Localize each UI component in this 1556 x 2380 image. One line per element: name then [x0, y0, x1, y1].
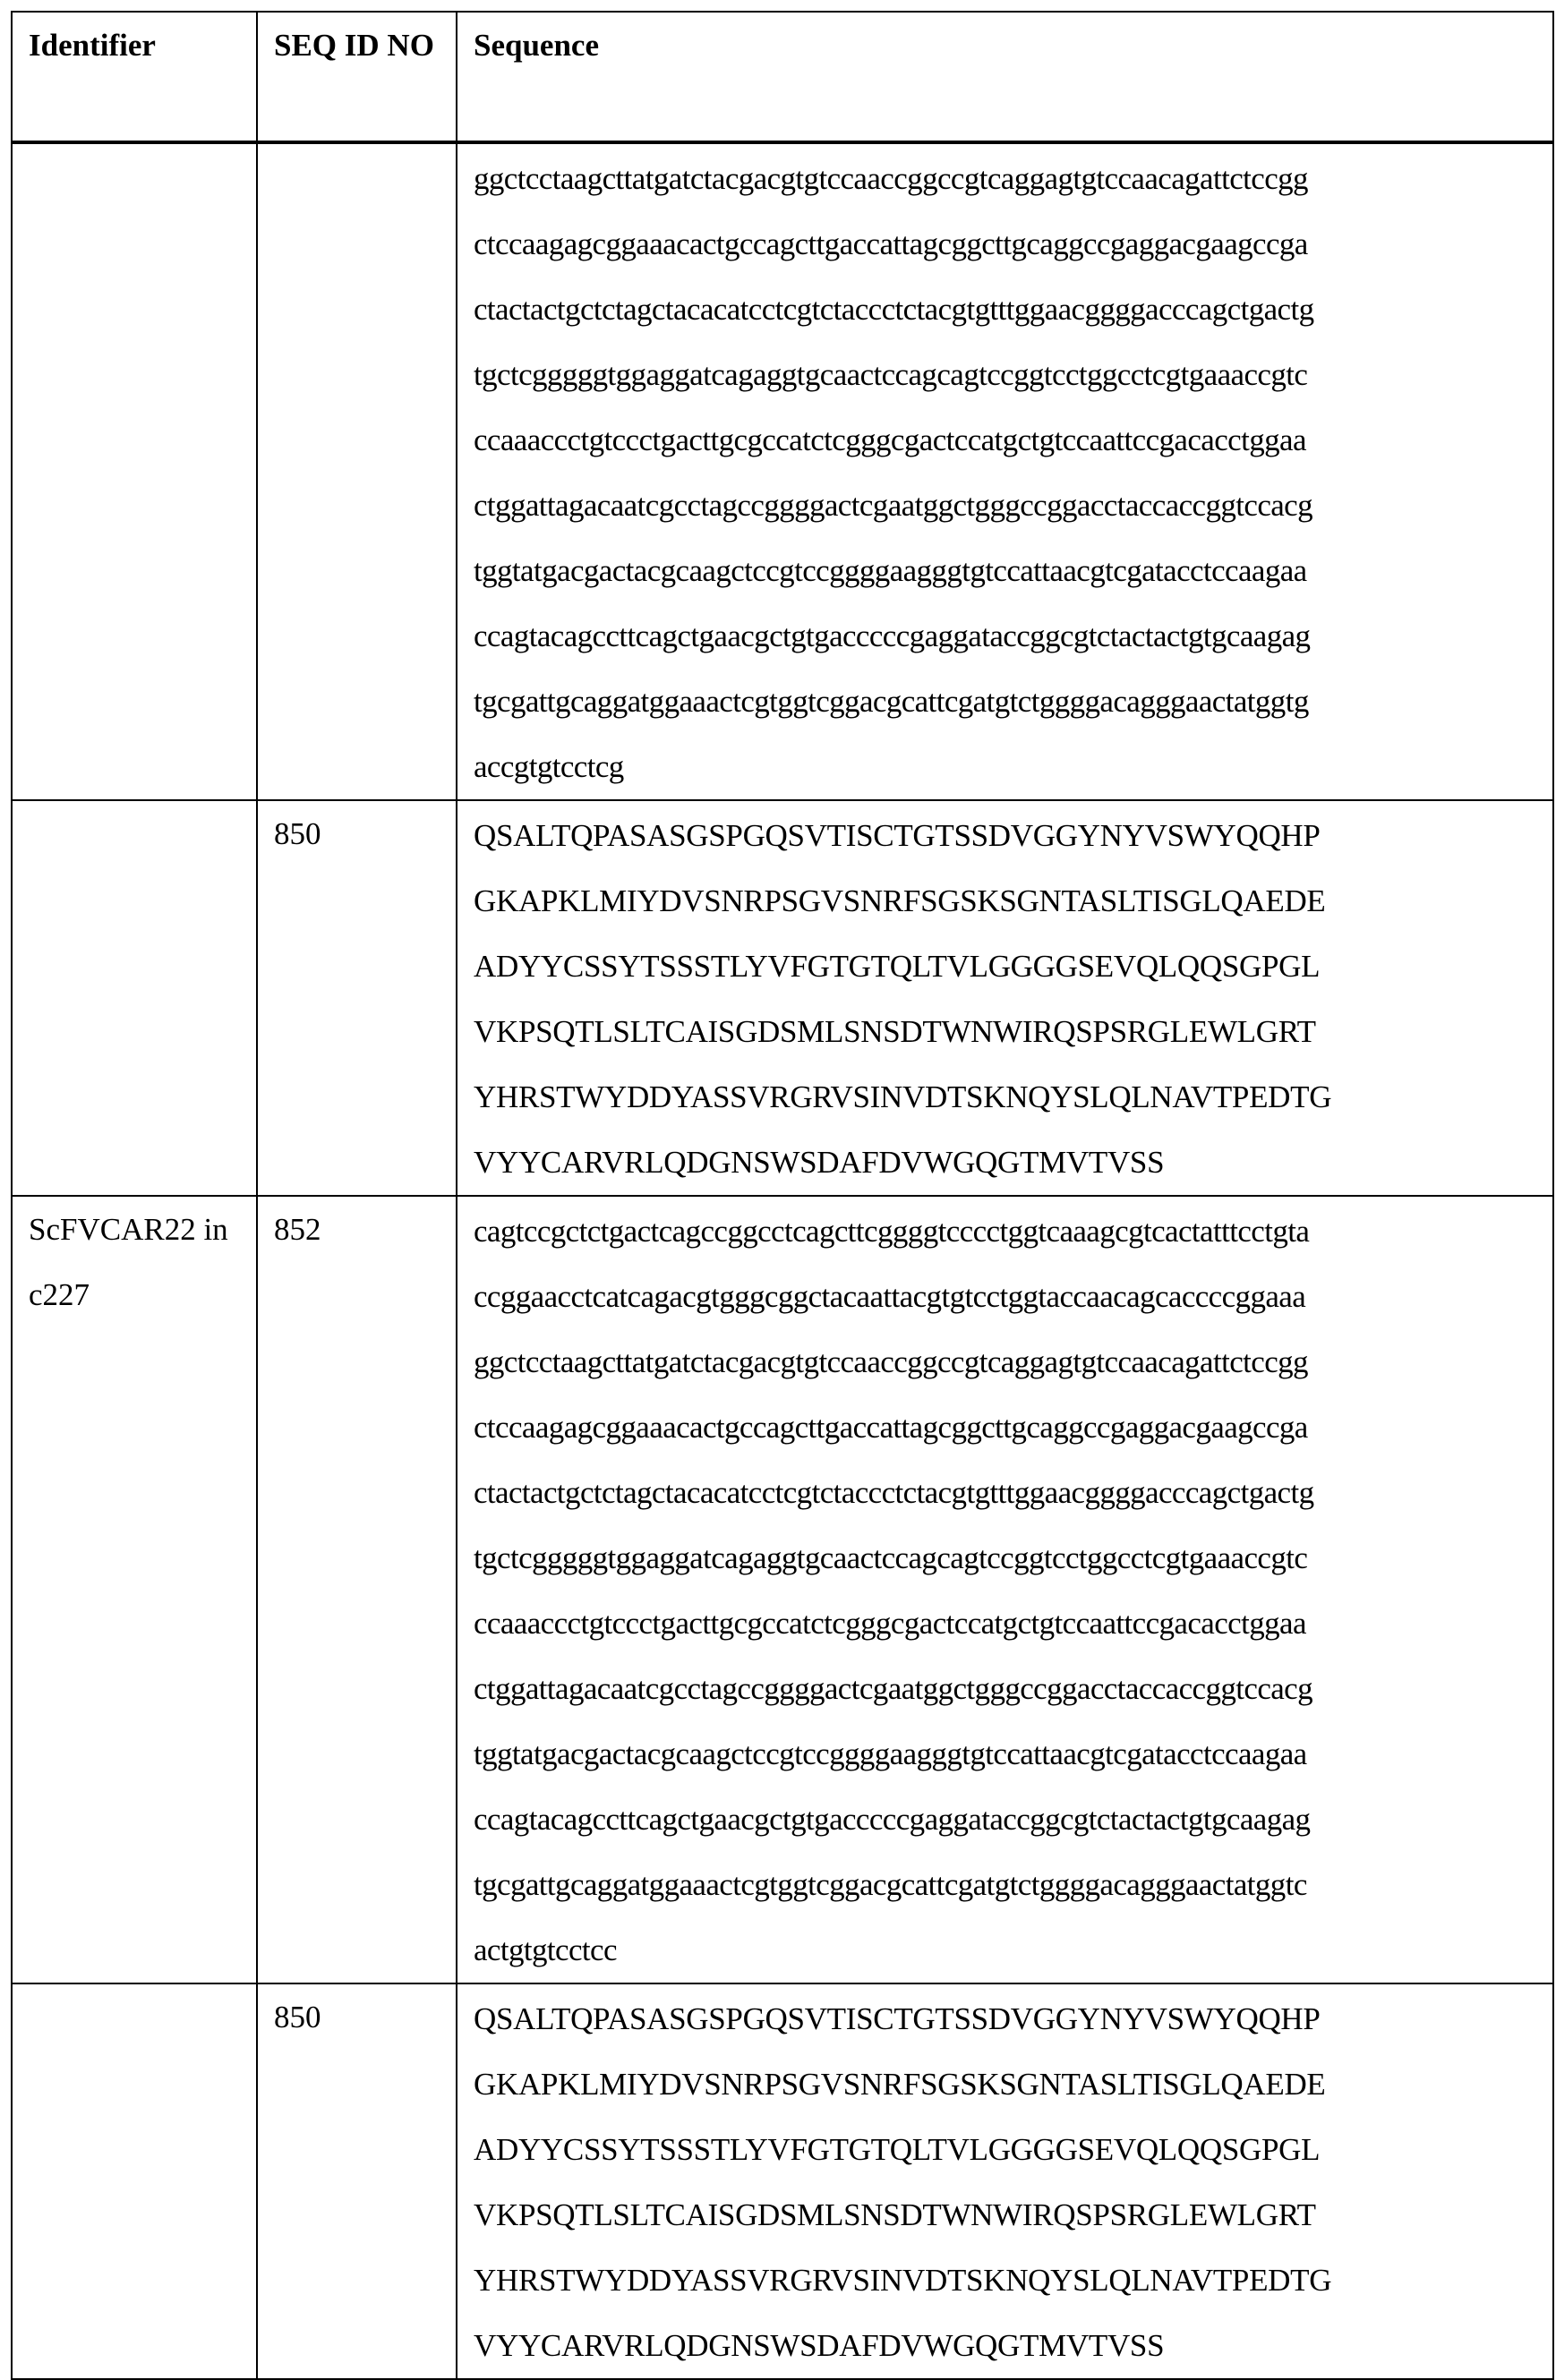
sequence-line: tggtatgacgactacgcaagctccgtccggggaagggtgtccattaacgtcgatacctccaagaa	[474, 1721, 1536, 1787]
sequence-line: ggctcctaagcttatgatctacgacgtgtccaaccggccgtcaggagtgtccaacagattctccgg	[474, 1329, 1536, 1395]
table-row	[12, 1196, 1553, 1983]
table-row	[12, 142, 1553, 800]
identifier-cell	[12, 1983, 257, 2379]
header-sequence: Sequence	[457, 12, 1553, 142]
table-row	[12, 800, 1553, 1196]
sequence-line: ccggaacctcatcagacgtgggcggctacaattacgtgtcctggtaccaacagcaccccggaaa	[474, 1264, 1536, 1329]
sequence-line: VYYCARVRLQDGNSWSDAFDVWGQGTMVTVSS	[474, 2313, 1536, 2378]
sequence-table	[11, 11, 1554, 2380]
sequence-cell	[457, 800, 1553, 1196]
sequence-line: ccagtacagccttcagctgaacgctgtgacccccgaggataccggcgtctactactgtgcaagag	[474, 1787, 1536, 1852]
sequence-line: ctactactgctctagctacacatcctcgtctaccctctacgtgtttggaacggggacccagctgactg	[474, 1460, 1536, 1525]
identifier-cell: ScFVCAR22 in c227	[12, 1196, 257, 1983]
seq-id-cell: 850	[257, 800, 457, 1196]
sequence-line: ADYYCSSYTSSSTLYVFGTGTQLTVLGGGGSEVQLQQSGPGL	[474, 2117, 1536, 2182]
identifier-cell	[12, 142, 257, 800]
table-header-row	[12, 12, 1553, 142]
sequence-line: YHRSTWYDDYASSVRGRVSINVDTSKNQYSLQLNAVTPEDTG	[474, 1064, 1536, 1130]
sequence-line: QSALTQPASASGSPGQSVTISCTGTSSDVGGYNYVSWYQQHP	[474, 803, 1536, 868]
sequence-line: ctccaagagcggaaacactgccagcttgaccattagcggcttgcaggccgaggacgaagccga	[474, 1395, 1536, 1460]
sequence-line: ggctcctaagcttatgatctacgacgtgtccaaccggccgtcaggagtgtccaacagattctccgg	[474, 146, 1536, 211]
sequence-cell	[457, 1983, 1553, 2379]
table-row	[12, 1983, 1553, 2379]
sequence-line: tgcgattgcaggatggaaactcgtggtcggacgcattcgatgtctggggacagggaactatggtg	[474, 669, 1536, 734]
sequence-line: tggtatgacgactacgcaagctccgtccggggaagggtgtccattaacgtcgatacctccaagaa	[474, 538, 1536, 603]
sequence-line: GKAPKLMIYDVSNRPSGVSNRFSGSKSGNTASLTISGLQAEDE	[474, 2052, 1536, 2117]
sequence-line: accgtgtcctcg	[474, 734, 1536, 799]
sequence-line: QSALTQPASASGSPGQSVTISCTGTSSDVGGYNYVSWYQQHP	[474, 1986, 1536, 2052]
sequence-line: tgctcgggggtggaggatcagaggtgcaactccagcagtccggtcctggcctcgtgaaaccgtc	[474, 342, 1536, 407]
sequence-line: tgctcgggggtggaggatcagaggtgcaactccagcagtccggtcctggcctcgtgaaaccgtc	[474, 1525, 1536, 1591]
sequence-line: ctggattagacaatcgcctagccggggactcgaatggctgggccggacctaccaccggtccacg	[474, 473, 1536, 538]
sequence-line: ctccaagagcggaaacactgccagcttgaccattagcggcttgcaggccgaggacgaagccga	[474, 211, 1536, 277]
header-seq-id: SEQ ID NO	[257, 12, 457, 142]
sequence-line: GKAPKLMIYDVSNRPSGVSNRFSGSKSGNTASLTISGLQAEDE	[474, 868, 1536, 934]
seq-id-cell	[257, 142, 457, 800]
sequence-line: ctggattagacaatcgcctagccggggactcgaatggctgggccggacctaccaccggtccacg	[474, 1656, 1536, 1721]
sequence-line: VKPSQTLSLTCAISGDSMLSNSDTWNWIRQSPSRGLEWLGRT	[474, 2182, 1536, 2248]
sequence-cell	[457, 1196, 1553, 1983]
sequence-line: tgcgattgcaggatggaaactcgtggtcggacgcattcgatgtctggggacagggaactatggtc	[474, 1852, 1536, 1917]
sequence-line: VYYCARVRLQDGNSWSDAFDVWGQGTMVTVSS	[474, 1130, 1536, 1195]
sequence-line: ccagtacagccttcagctgaacgctgtgacccccgaggataccggcgtctactactgtgcaagag	[474, 603, 1536, 669]
sequence-line: cagtccgctctgactcagccggcctcagcttcggggtcccctggtcaaagcgtcactatttcctgta	[474, 1199, 1536, 1264]
identifier-cell	[12, 800, 257, 1196]
sequence-line: ccaaaccctgtccctgacttgcgccatctcgggcgactccatgctgtccaattccgacacctggaa	[474, 407, 1536, 473]
sequence-line: ADYYCSSYTSSSTLYVFGTGTQLTVLGGGGSEVQLQQSGPGL	[474, 934, 1536, 999]
sequence-line: actgtgtcctcc	[474, 1917, 1536, 1983]
sequence-cell	[457, 142, 1553, 800]
sequence-line: YHRSTWYDDYASSVRGRVSINVDTSKNQYSLQLNAVTPEDTG	[474, 2248, 1536, 2313]
sequence-line: ctactactgctctagctacacatcctcgtctaccctctacgtgtttggaacggggacccagctgactg	[474, 277, 1536, 342]
header-identifier: Identifier	[12, 12, 257, 142]
seq-id-cell: 852	[257, 1196, 457, 1983]
sequence-line: ccaaaccctgtccctgacttgcgccatctcgggcgactccatgctgtccaattccgacacctggaa	[474, 1591, 1536, 1656]
sequence-line: VKPSQTLSLTCAISGDSMLSNSDTWNWIRQSPSRGLEWLGRT	[474, 999, 1536, 1064]
seq-id-cell: 850	[257, 1983, 457, 2379]
